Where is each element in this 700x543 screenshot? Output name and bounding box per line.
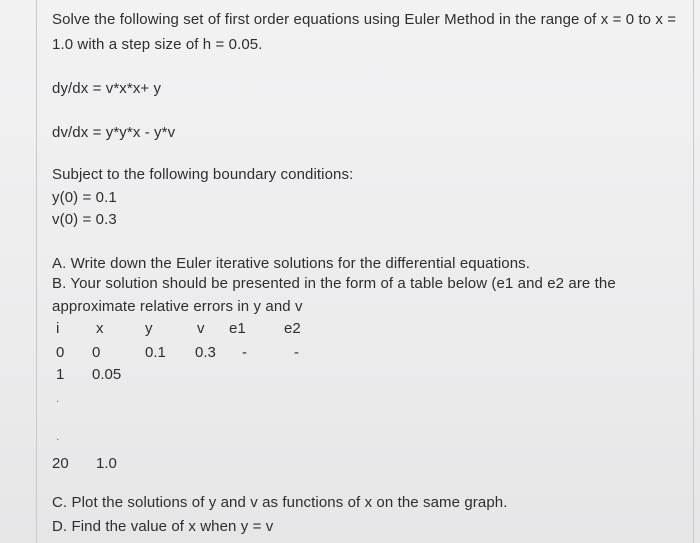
table-cell: - bbox=[242, 344, 247, 361]
table-cell: 1 bbox=[56, 366, 65, 383]
table-header-x: x bbox=[96, 320, 104, 337]
table-header-v: v bbox=[197, 320, 205, 337]
task-b-line-1: B. Your solution should be presented in the form of a table below (e1 and e2 are the bbox=[52, 275, 616, 292]
table-ellipsis-dot: . bbox=[56, 429, 60, 443]
table-cell: 0 bbox=[56, 344, 65, 361]
table-header-e1: e1 bbox=[229, 320, 246, 337]
intro-line-1: Solve the following set of first order equations using Euler Method in the range of x = 0 to x = bbox=[52, 11, 677, 28]
task-b-line-2: approximate relative errors in y and v bbox=[52, 298, 303, 315]
table-cell: - bbox=[294, 344, 299, 361]
table-cell: 0.05 bbox=[92, 366, 122, 383]
task-d: D. Find the value of x when y = v bbox=[52, 518, 274, 535]
table-cell: 0.3 bbox=[195, 344, 216, 361]
boundary-condition-v: v(0) = 0.3 bbox=[52, 211, 117, 228]
table-ellipsis-dot: . bbox=[56, 391, 60, 405]
table-cell: 1.0 bbox=[96, 455, 117, 472]
table-header-e2: e2 bbox=[284, 320, 301, 337]
table-cell: 0 bbox=[92, 344, 101, 361]
task-c: C. Plot the solutions of y and v as functions of x on the same graph. bbox=[52, 494, 508, 511]
equation-dy-dx: dy/dx = v*x*x+ y bbox=[52, 80, 162, 97]
equation-dv-dx: dv/dx = y*y*x - y*v bbox=[52, 124, 176, 141]
table-cell: 20 bbox=[52, 455, 69, 472]
boundary-heading: Subject to the following boundary conditions: bbox=[52, 166, 354, 183]
task-a: A. Write down the Euler iterative solutions for the differential equations. bbox=[52, 255, 531, 272]
boundary-condition-y: y(0) = 0.1 bbox=[52, 189, 117, 206]
table-cell: 0.1 bbox=[145, 344, 166, 361]
table-header-y: y bbox=[145, 320, 153, 337]
intro-line-2: 1.0 with a step size of h = 0.05. bbox=[52, 36, 263, 53]
table-header-i: i bbox=[56, 320, 60, 337]
